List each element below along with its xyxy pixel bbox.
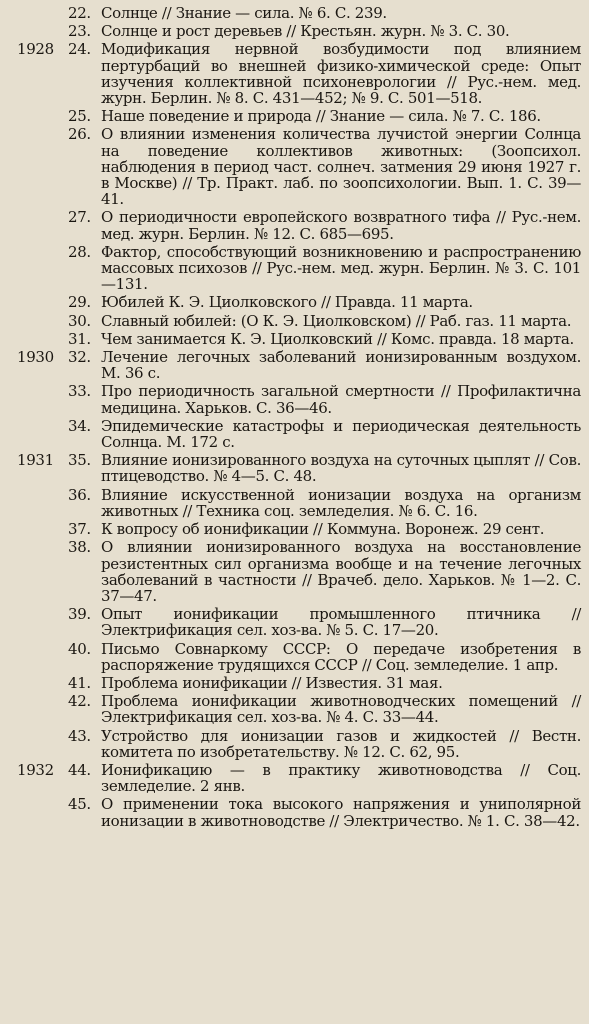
entry-text: Солнце // Знание — сила. № 6. С. 239.	[101, 4, 387, 22]
entry-text: Влияние искусственной ионизации воздуха на организм животных // Техника соц. земледелия. № 6. С. 16.	[101, 485, 581, 520]
entry-number: 33.	[68, 382, 91, 401]
entry-number: 22.	[68, 4, 91, 22]
entry-text: Модификация нервной возбудимости под влиянием пертурбаций во внешней физико-химической среде: Опыт изучения коллективной психоневрологии // Рус.-нем. мед. журн. Берлин. № 8. С. 431—452; № 9. С. 501—518.	[101, 40, 581, 108]
bibliography-entry	[68, 538, 581, 605]
bibliography-list	[0, 5, 589, 829]
bibliography-entry	[17, 348, 581, 383]
bibliography-entry	[68, 22, 581, 41]
entry-text: Влияние ионизированного воздуха на суточных цыплят // Сов. птицеводство. № 4—5. С. 48.	[101, 451, 581, 486]
entry-number: 29.	[68, 293, 91, 312]
entry-text: О периодичности европейского возвратного тифа // Рус.-нем. мед. журн. Берлин. № 12. С. 685—695.	[101, 208, 581, 243]
entry-number: 42.	[68, 692, 91, 711]
entry-number: 41.	[68, 673, 91, 692]
entry-text: Наше поведение и природа // Знание — сила. № 7. С. 186.	[101, 107, 541, 126]
bibliography-entry	[68, 329, 581, 348]
entry-number: 27.	[68, 208, 91, 227]
entry-number: 25.	[68, 107, 91, 126]
entry-number: 43.	[68, 726, 91, 745]
entry-text: О влиянии изменения количества лучистой энергии Солнца на поведение коллективов животных: (Зоопсихол. наблюдения в период част. солнеч. затмения 29 июня 1927 г. в Москве) // Тр. Практ. лаб. по зоопсихологии. Вып. 1. С. 39—41.	[101, 125, 581, 209]
entry-number: 45.	[68, 795, 91, 814]
entry-text: Юбилей К. Э. Циолковского // Правда. 11 марта.	[101, 293, 473, 312]
year-label: 1931	[17, 451, 54, 470]
entry-number: 23.	[68, 22, 91, 41]
bibliography-entry	[17, 40, 581, 108]
entry-number: 35.	[68, 451, 91, 470]
bibliography-entry	[68, 4, 581, 22]
bibliography-entry	[68, 726, 581, 761]
entry-text: Проблема ионификации животноводческих помещений // Электрификация сел. хоз-ва. № 4. С. 33—44.	[101, 692, 581, 727]
bibliography-entry	[68, 416, 581, 452]
bibliography-entry	[68, 520, 581, 539]
entry-number: 30.	[68, 311, 91, 330]
entry-text: Фактор, способствующий возникновению и распространению массовых психозов // Рус.-нем. мед. журн. Берлин. № 3. С. 101—131.	[101, 242, 581, 294]
bibliography-entry	[68, 208, 581, 243]
entry-number: 38.	[68, 538, 91, 557]
entry-text: Письмо Совнаркому СССР: О передаче изобретения в распоряжение трудящихся СССР // Соц. земледелие. 1 апр.	[101, 639, 581, 674]
entry-text: Эпидемические катастрофы и периодическая деятельность Солнца. М. 172 с.	[101, 416, 581, 452]
entry-number: 31.	[68, 329, 91, 348]
entry-text: Чем занимается К. Э. Циолковский // Комс. правда. 18 марта.	[101, 329, 574, 348]
bibliography-entry	[17, 451, 581, 486]
entry-text: К вопросу об ионификации // Коммуна. Воронеж. 29 сент.	[101, 520, 545, 539]
entry-number: 24.	[68, 40, 91, 59]
entry-text: Опыт ионификации промышленного птичника // Электрификация сел. хоз-ва. № 5. С. 17—20.	[101, 605, 581, 640]
entry-number: 39.	[68, 605, 91, 624]
bibliography-entry	[68, 293, 581, 312]
entry-text: Про периодичность загальной смертности // Профилактична медицина. Харьков. С. 36—46.	[101, 382, 581, 417]
bibliography-entry	[68, 242, 581, 294]
bibliography-entry	[68, 639, 581, 674]
year-label: 1930	[17, 348, 54, 367]
bibliography-entry	[68, 311, 581, 330]
year-label: 1928	[17, 40, 54, 59]
entry-number: 26.	[68, 125, 91, 144]
bibliography-entry	[68, 673, 581, 692]
entry-text: Лечение легочных заболеваний ионизированным воздухом. М. 36 с.	[101, 348, 581, 383]
year-label: 1932	[17, 760, 54, 779]
entry-text: Проблема ионификации // Известия. 31 мая.	[101, 673, 443, 692]
entry-text: Славный юбилей: (О К. Э. Циолковском) // Раб. газ. 11 марта.	[101, 311, 572, 330]
bibliography-entry	[68, 107, 581, 126]
entry-number: 34.	[68, 416, 91, 435]
bibliography-entry	[68, 795, 581, 830]
entry-number: 32.	[68, 348, 91, 367]
bibliography-entry	[68, 382, 581, 417]
bibliography-entry	[68, 605, 581, 640]
entry-number: 40.	[68, 639, 91, 658]
bibliography-entry	[17, 760, 581, 796]
entry-number: 44.	[68, 760, 91, 779]
entry-text: Устройство для ионизации газов и жидкостей // Вестн. комитета по изобретательству. № 12. С. 62, 95.	[101, 726, 581, 761]
entry-text: Солнце и рост деревьев // Крестьян. журн. № 3. С. 30.	[101, 22, 510, 41]
entry-text: Ионификацию — в практику животноводства // Соц. земледелие. 2 янв.	[101, 760, 581, 796]
bibliography-entry	[68, 692, 581, 727]
entry-number: 36.	[68, 485, 91, 504]
entry-text: О влиянии ионизированного воздуха на восстановление резистентных сил организма вообще и на течение легочных заболеваний в частности // Врачеб. дело. Харьков. № 1—2. С. 37—47.	[101, 538, 581, 605]
entry-number: 28.	[68, 242, 91, 261]
bibliography-entry	[68, 125, 581, 209]
entry-number: 37.	[68, 520, 91, 539]
bibliography-entry	[68, 485, 581, 520]
entry-text: О применении тока высокого напряжения и униполярной ионизации в животноводстве // Электричество. № 1. С. 38—42.	[101, 795, 581, 830]
